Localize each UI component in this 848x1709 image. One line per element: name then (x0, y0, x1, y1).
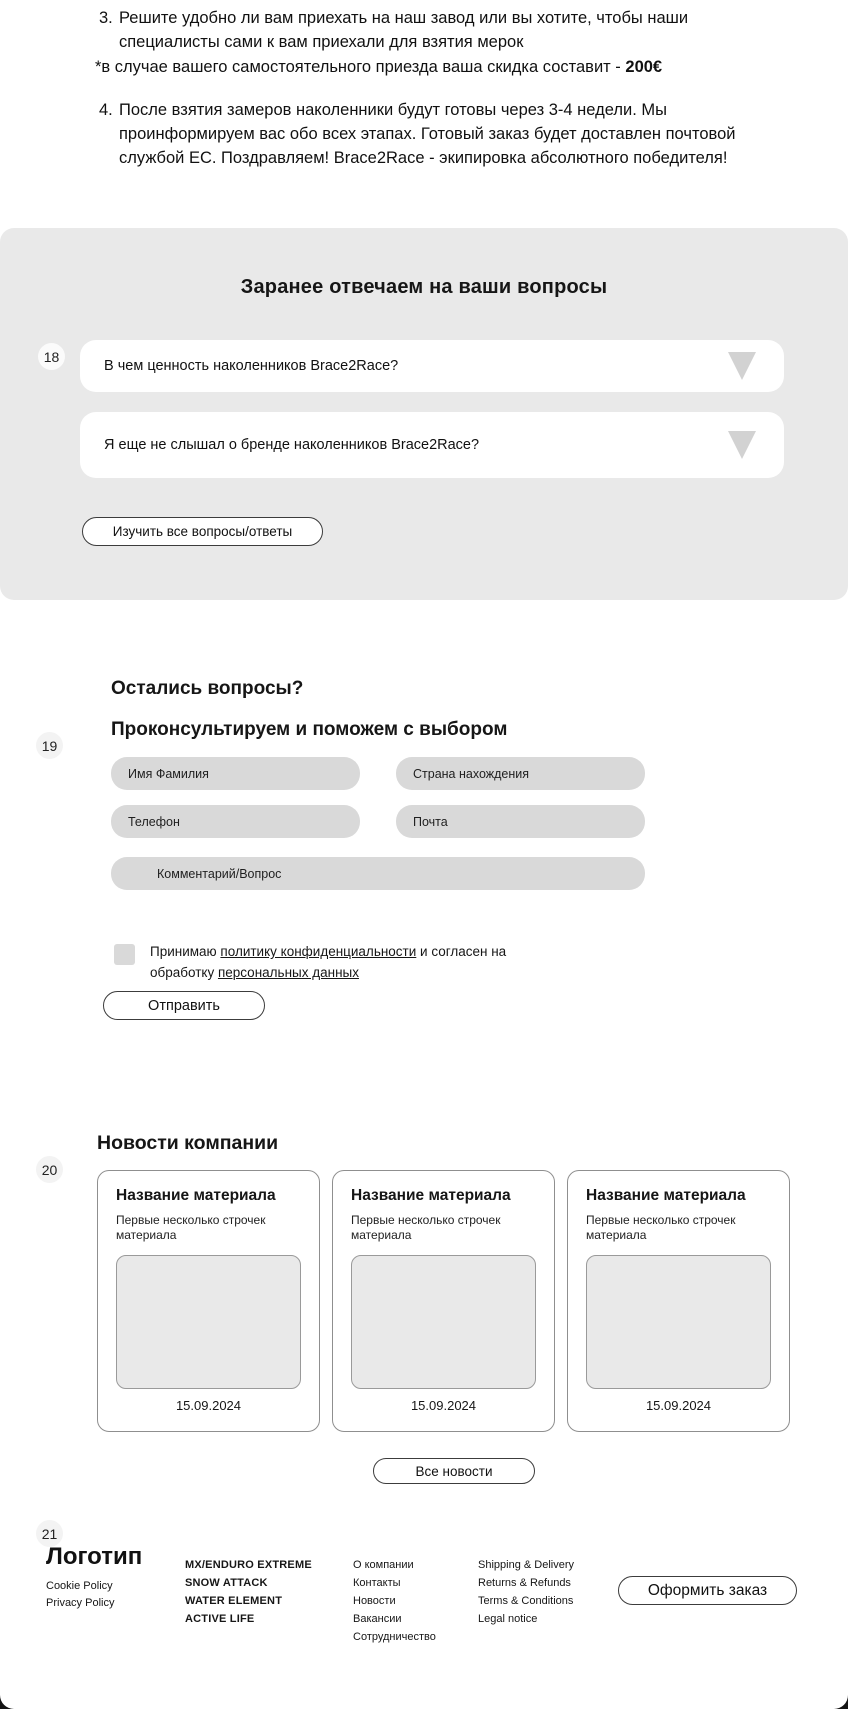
footer-company-link[interactable]: Новости (353, 1595, 396, 1607)
footer-category-link[interactable]: WATER ELEMENT (185, 1595, 283, 1607)
intro-item-4-line: После взятия замеров наколенники будут готовы через 3-4 недели. Мы (119, 101, 667, 119)
news-cards-row (97, 1170, 790, 1432)
faq-accordion-item-1[interactable] (80, 340, 784, 392)
footer-company-column (353, 1556, 436, 1646)
news-card-image-placeholder (351, 1255, 536, 1389)
intro-item-3-number: 3. (99, 9, 113, 27)
phone-field[interactable] (111, 805, 360, 838)
intro-item-3-note (95, 55, 662, 79)
intro-item-4-line: службой ЕС. Поздравляем! Brace2Race - экипировка абсолютного победителя! (119, 149, 728, 167)
footer-company-link[interactable]: Вакансии (353, 1613, 402, 1625)
news-card-title: Название материала (116, 1187, 276, 1204)
news-card[interactable] (567, 1170, 790, 1432)
news-title: Новости компании (97, 1132, 279, 1154)
consult-title: Остались вопросы? (111, 678, 304, 699)
faq-section (0, 228, 848, 600)
cookie-policy-link[interactable]: Cookie Policy (46, 1580, 113, 1592)
footer-info-link[interactable]: Terms & Conditions (478, 1595, 574, 1607)
consult-subtitle: Проконсультируем и поможем с выбором (111, 719, 508, 740)
news-card-date: 15.09.2024 (175, 1398, 242, 1413)
footer-info-link[interactable]: Returns & Refunds (478, 1577, 571, 1589)
intro-item-3 (99, 6, 688, 54)
news-card-date: 15.09.2024 (645, 1398, 712, 1413)
logo[interactable]: Логотип (46, 1543, 143, 1570)
faq-title: Заранее отвечаем на ваши вопросы (240, 276, 608, 298)
news-card-image-placeholder (116, 1255, 301, 1389)
news-card-title: Название материала (586, 1187, 746, 1204)
faq-accordion-item-2[interactable] (80, 412, 784, 478)
footer-legal-links (46, 1578, 114, 1611)
news-card-desc: Первые несколько строчек материала (116, 1213, 266, 1242)
consent-text-part: и согласен на обработку (150, 944, 507, 980)
news-card[interactable] (97, 1170, 320, 1432)
note-discount-value: 200€ (625, 58, 663, 76)
submit-button[interactable]: Отправить (103, 991, 265, 1020)
faq-all-questions-button[interactable]: Изучить все вопросы/ответы (82, 517, 323, 546)
consent-text (150, 941, 510, 983)
footer-category-link[interactable]: ACTIVE LIFE (185, 1613, 255, 1625)
note-text: *в случае вашего самостоятельного приезда ваша скидка составит - (95, 58, 626, 76)
intro-item-3-line: Решите удобно ли вам приехать на наш завод или вы хотите, чтобы наши (119, 9, 689, 27)
country-field[interactable] (396, 757, 645, 790)
all-news-button[interactable]: Все новости (373, 1458, 535, 1484)
intro-item-4-number: 4. (99, 101, 113, 119)
news-card-desc: Первые несколько строчек материала (586, 1213, 736, 1242)
place-order-button[interactable]: Оформить заказ (618, 1576, 797, 1605)
personal-data-link[interactable]: персональных данных (217, 965, 359, 980)
privacy-policy-link[interactable]: политику конфиденциальности (220, 944, 417, 959)
footer-info-column (478, 1556, 574, 1628)
wireframe-number-badge-20: 20 (36, 1156, 63, 1183)
news-card-date: 15.09.2024 (410, 1398, 477, 1413)
intro-item-3-line: специалисты сами к вам приехали для взятия мерок (119, 33, 524, 51)
consent-text-part: Принимаю (150, 944, 221, 959)
comment-field[interactable] (111, 857, 645, 890)
email-field[interactable] (396, 805, 645, 838)
privacy-policy-footer-link[interactable]: Privacy Policy (46, 1596, 115, 1609)
news-card-image-placeholder (586, 1255, 771, 1389)
news-card-title: Название материала (351, 1187, 511, 1204)
footer-company-link[interactable]: Сотрудничество (353, 1631, 436, 1643)
news-card[interactable] (332, 1170, 555, 1432)
footer-category-link[interactable]: MX/ENDURO EXTREME (185, 1559, 312, 1571)
faq-question-text: В чем ценность наколенников Brace2Race? (104, 358, 399, 374)
consent-checkbox[interactable] (114, 944, 135, 965)
footer-categories-column (185, 1556, 312, 1628)
footer-category-link[interactable]: SNOW ATTACK (185, 1577, 268, 1589)
footer-info-link[interactable]: Legal notice (478, 1613, 538, 1625)
footer-company-link[interactable]: Контакты (353, 1577, 401, 1589)
chevron-down-icon[interactable] (728, 352, 756, 380)
wireframe-number-badge-18: 18 (38, 343, 65, 370)
footer-info-link[interactable]: Shipping & Delivery (478, 1559, 574, 1571)
wireframe-number-badge-21: 21 (36, 1520, 63, 1547)
wireframe-number-badge-19: 19 (36, 732, 63, 759)
faq-question-text: Я еще не слышал о бренде наколенников Brace2Race? (104, 437, 480, 453)
intro-item-4 (99, 98, 736, 170)
news-card-desc: Первые несколько строчек материала (351, 1213, 501, 1242)
name-field[interactable] (111, 757, 360, 790)
intro-item-4-line: проинформируем вас обо всех этапах. Готовый заказ будет доставлен почтовой (119, 125, 736, 143)
footer-company-link[interactable]: О компании (353, 1559, 414, 1571)
chevron-down-icon[interactable] (728, 431, 756, 459)
